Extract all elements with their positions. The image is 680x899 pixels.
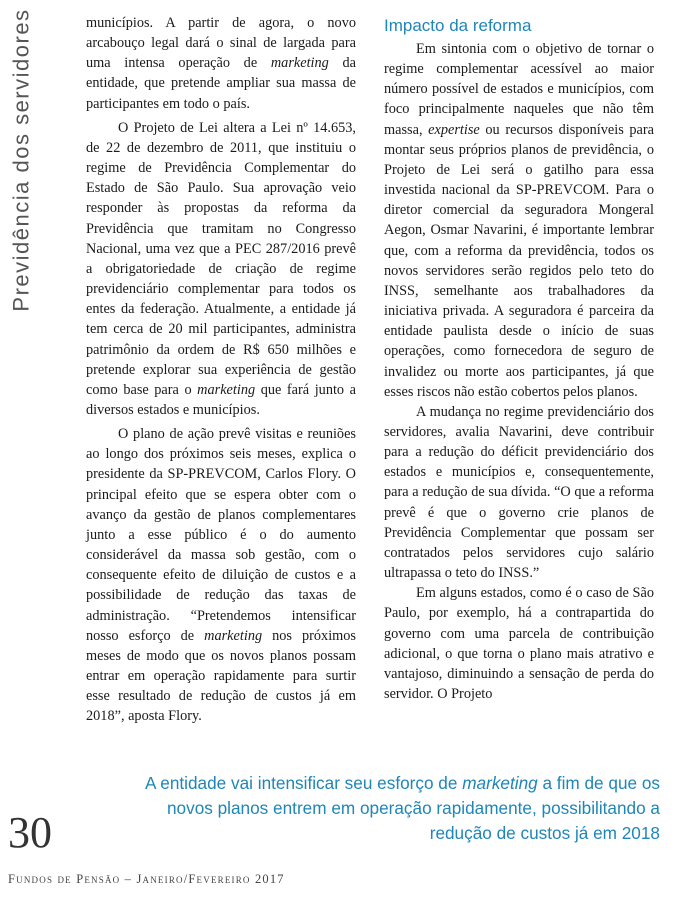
publication-footer: Fundos de Pensão – Janeiro/Fevereiro 2017	[8, 872, 285, 886]
quote: “O que a reforma prevê é que o governo crie planos de Previdência Complementar que possam ser contratados pelos servidores cujo salário ultrapassa o teto do INSS.”	[384, 484, 654, 582]
paragraph: O Projeto de Lei altera a Lei nº 14.653, de 22 de dezembro de 2011, que instituiu o regime de Previdência Complementar do Estado de São Paulo. Sua aprovação veio responder às propostas da reforma da Previdência que tramitam no Congresso Nacional, uma vez que a PEC 287/2016 prevê a obrigatoriedade de criação de regime previdenciário complementar para todos os entes da federação. Atualmente, a entidade já tem cerca de 20 mil participantes, administra patrimônio da ordem de R$ 650 milhões e pretende explorar sua experiência de gestão como base para o marketing que fará junto a diversos estados e municípios.	[86, 119, 356, 418]
paragraph: O plano de ação prevê visitas e reuniões ao longo dos próximos seis meses, explica o presidente da SP-PREVCOM, Carlos Flory. O principal efeito que se espera obter com o avanço da gestão de planos complementares junto a esse público é o do aumento considerável da massa sob gestão, com o consequente efeito de diluição de custos e a possibilidade de redução das taxas de administração. “Pretendemos intensificar nosso esforço de marketing nos próximos meses de modo que os novos planos possam entrar em operação rapidamente para surtir esse resultado de redução de custos já em 2018”, aposta Flory.	[86, 426, 356, 725]
page-number: 30	[8, 808, 52, 857]
section-title-vertical	[2, 10, 42, 310]
article-column-left	[86, 13, 356, 726]
paragraph: municípios. A partir de agora, o novo arcabouço legal dará o sinal de largada para uma intensa operação de marketing da entidade, que pretende ampliar sua massa de participantes em todo o país.	[86, 15, 357, 112]
paragraph: Em sintonia com o objetivo de tornar o regime complementar acessível ao maior número possível de estados e municípios, com foco principalmente naqueles que não têm massa, expertise ou recursos disponíveis para montar seus próprios planos de previdência, o Projeto de Lei será o gatilho para essa investida nacional da SP-PREVCOM. Para o diretor comercial da seguradora Mongeral Aegon, Osmar Navarini, é importante lembrar que, com a reforma da previdência, todos os novos servidores serão regidos pelo teto do INSS, semelhante aos trabalhadores da iniciativa privada. A seguradora é parceira da entidade paulista desde o início de suas operações, como fornecedora de seguro de invalidez ou morte aos participantes, já que esses riscos não estão cobertos pelos planos.	[384, 41, 654, 400]
section-heading: Impacto da reforma	[384, 16, 532, 35]
section-title-text: Previdência dos servidores	[9, 8, 35, 312]
paragraph: A mudança no regime previdenciário dos servidores, avalia Navarini, deve contribuir para a redução do déficit previdenciário dos estados e municípios e, consequentemente, para a redução de sua dívida. “O que a reforma prevê é que o governo crie planos de Previdência Complementar que possam ser contratados pelos servidores cujo salário ultrapassa o teto do INSS.”	[384, 403, 654, 582]
pull-quote: A entidade vai intensificar seu esforço de marketing a fim de que os novos planos entrem em operação rapidamente, possibilitando a redução de custos já em 2018	[145, 773, 660, 843]
article-column-right	[384, 15, 654, 704]
paragraph: Em alguns estados, como é o caso de São Paulo, por exemplo, há a contrapartida do governo com uma parcela de contribuição adicional, o que torna o plano mais atrativo e vantajoso, diminuindo a sensação de perda do servidor. O Projeto	[384, 585, 654, 702]
